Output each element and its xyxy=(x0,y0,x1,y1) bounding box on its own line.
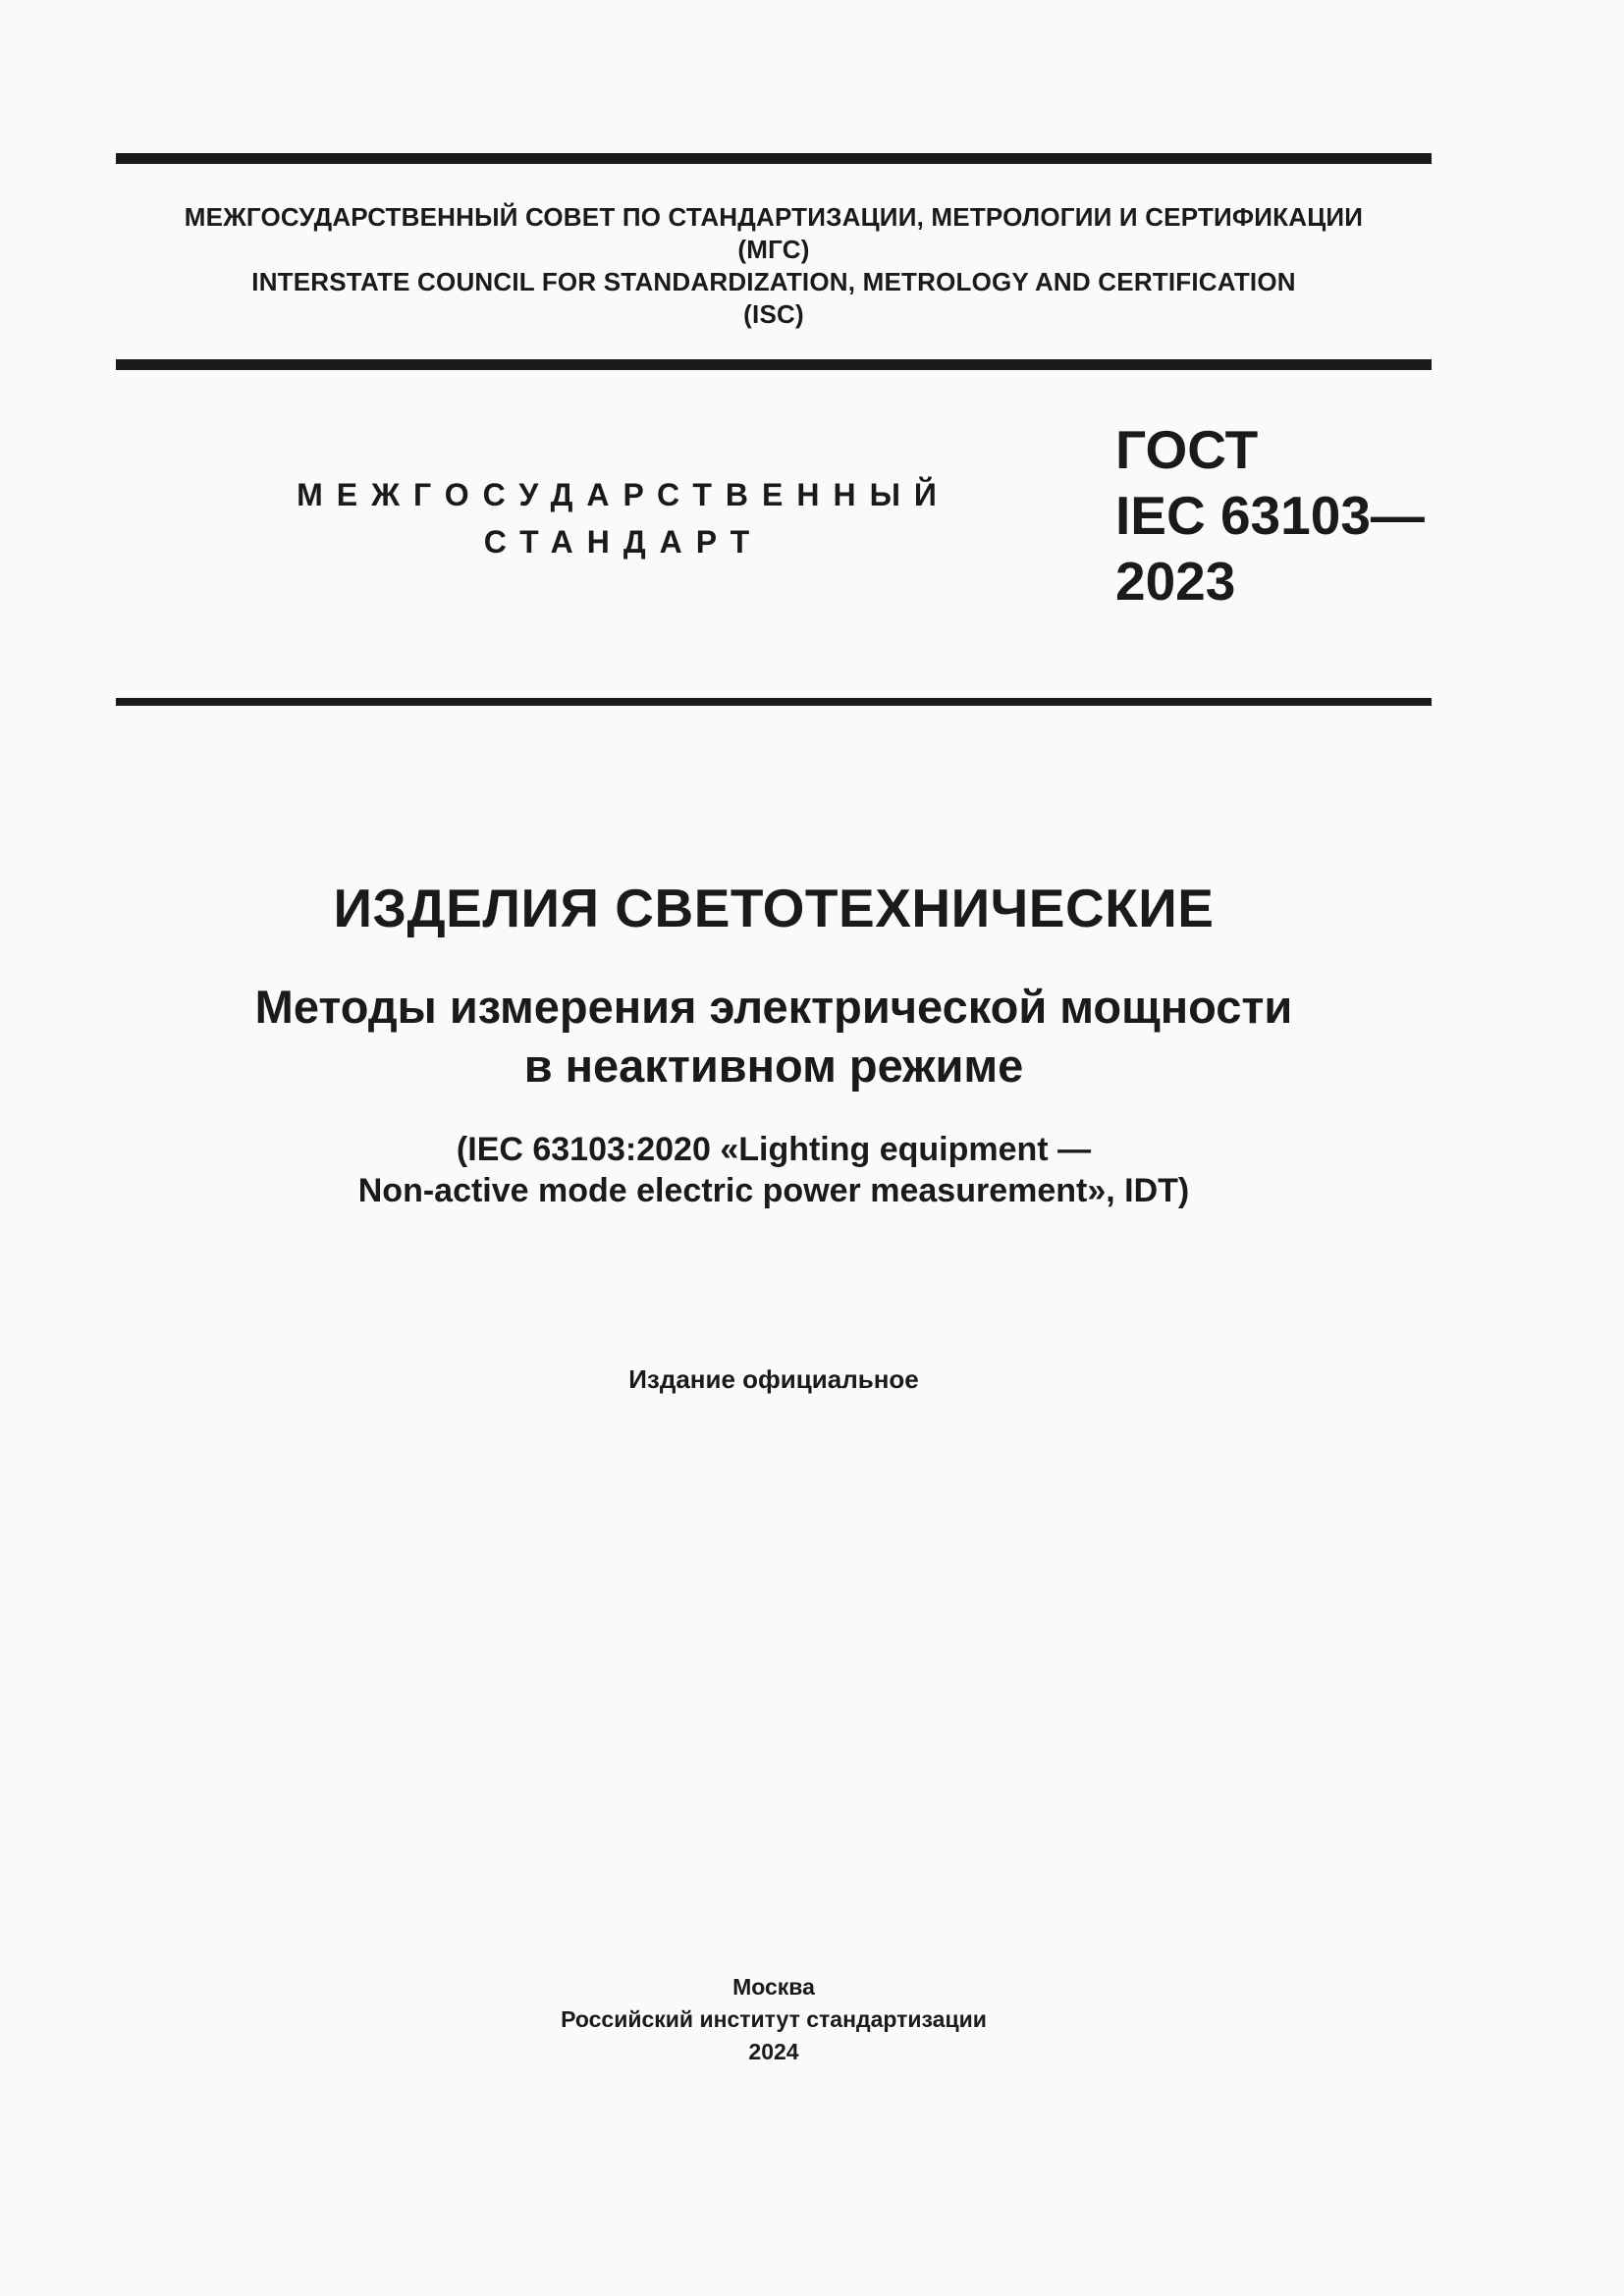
standard-kind-line2: СТАНДАРТ xyxy=(483,524,764,560)
edition-label: Издание официальное xyxy=(628,1364,919,1394)
council-name-ru: МЕЖГОСУДАРСТВЕННЫЙ СОВЕТ ПО СТАНДАРТИЗАЦИИ, МЕТРОЛОГИИ И СЕРТИФИКАЦИИ xyxy=(184,202,1364,232)
council-abbr-en: (ISC) xyxy=(743,299,804,329)
header-divider xyxy=(116,359,1432,370)
imprint xyxy=(116,1971,1432,2068)
standard-kind xyxy=(231,471,1016,565)
document-title: ИЗДЕЛИЯ СВЕТОТЕХНИЧЕСКИЕ xyxy=(333,878,1215,938)
subtitle-line2: в неактивном режиме xyxy=(523,1040,1024,1092)
imprint-city: Москва xyxy=(732,1974,815,2000)
imprint-year: 2024 xyxy=(748,2039,799,2064)
council-name-en: INTERSTATE COUNCIL FOR STANDARDIZATION, METROLOGY AND CERTIFICATION xyxy=(251,267,1296,296)
title-divider xyxy=(116,698,1432,706)
standard-number-line3: 2023 xyxy=(1115,551,1236,612)
imprint-publisher: Российский институт стандартизации xyxy=(561,2006,987,2032)
council-abbr-ru: (МГС) xyxy=(737,235,810,264)
standard-number xyxy=(1115,417,1430,614)
reference-line2: Non-active mode electric power measurement», IDT) xyxy=(357,1172,1190,1209)
document-subtitle xyxy=(116,978,1432,1095)
top-divider xyxy=(116,153,1432,164)
subtitle-line1: Методы измерения электрической мощности xyxy=(254,981,1293,1033)
standard-kind-line1: МЕЖГОСУДАРСТВЕННЫЙ xyxy=(297,477,950,512)
reference-line1: (IEC 63103:2020 «Lighting equipment — xyxy=(456,1131,1092,1168)
council-header xyxy=(116,201,1432,331)
standard-number-line2: IEC 63103— xyxy=(1115,485,1425,546)
standard-number-line1: ГОСТ xyxy=(1115,419,1259,480)
source-reference xyxy=(116,1129,1432,1211)
